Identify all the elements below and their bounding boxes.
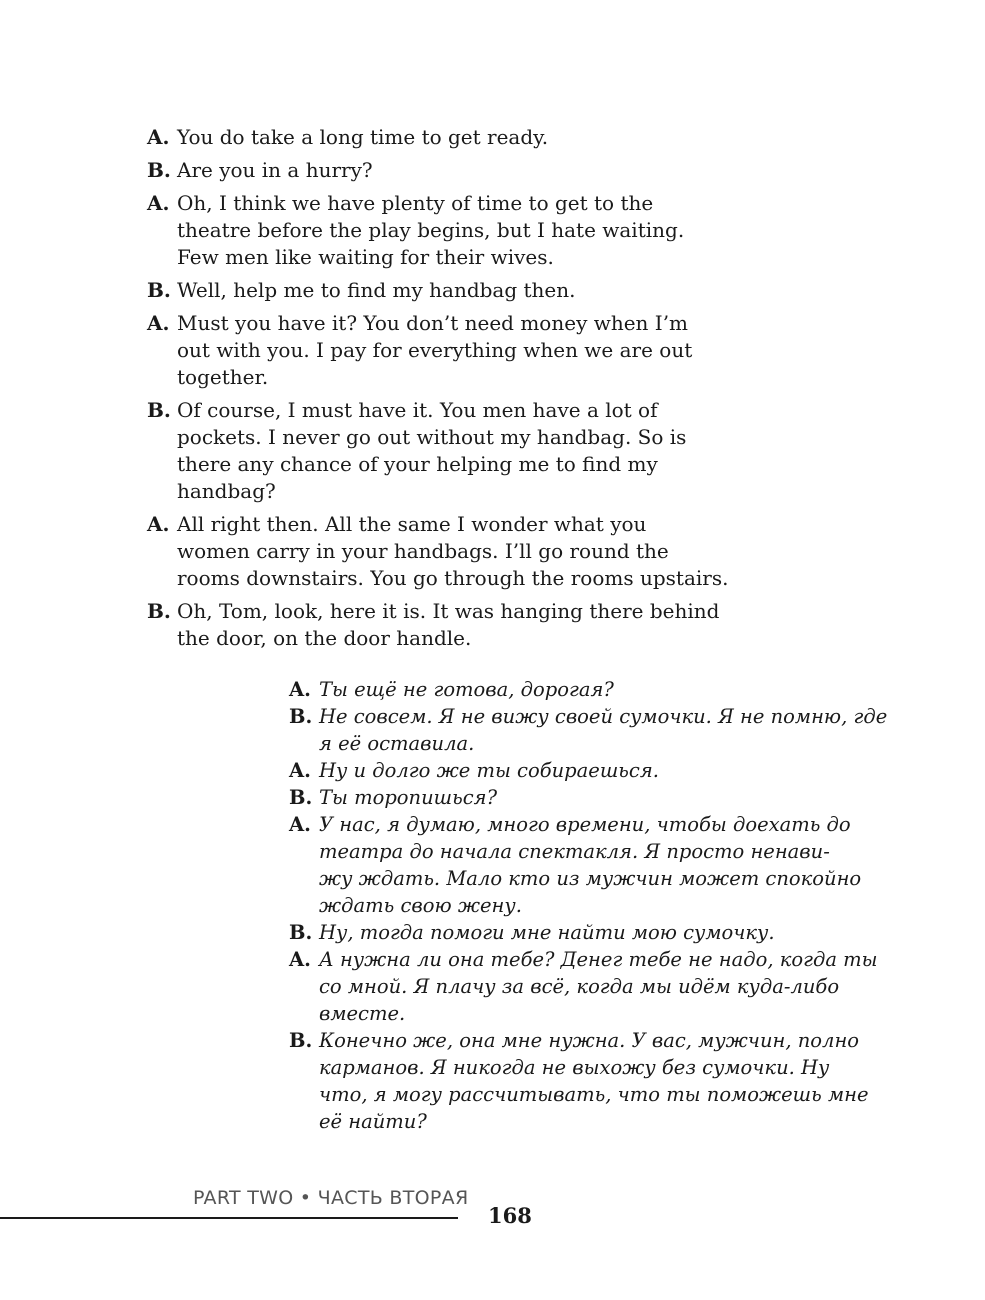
dialogue-text: Of course, I must have it. You men have a lot of pockets. I never go out without my handbag. So is there any chance of your helping me to find my handbag? — [177, 398, 687, 503]
dialogue-line — [147, 124, 767, 151]
dialogue-text: Ты торопишься? — [319, 786, 498, 809]
footer-divider — [0, 1217, 458, 1219]
speaker-label: A. — [147, 512, 170, 536]
dialogue-line — [147, 310, 767, 391]
dialogue-text: Oh, I think we have plenty of time to get to the theatre before the play begins, but I hate waiting. Few men like waiting for their wives. — [177, 191, 685, 269]
dialogue-text: Ну, тогда помоги мне найти мою сумочку. — [319, 921, 775, 944]
dialogue-line — [289, 811, 909, 919]
speaker-label: A. — [147, 125, 170, 149]
speaker-label: B. — [289, 921, 313, 944]
speaker-label: A. — [289, 678, 311, 701]
russian-dialogue — [289, 676, 909, 1135]
page-number: 168 — [488, 1203, 532, 1228]
speaker-label: B. — [289, 1029, 313, 1052]
speaker-label: B. — [289, 705, 313, 728]
dialogue-text: Are you in a hurry? — [177, 158, 373, 182]
dialogue-line — [289, 703, 909, 757]
speaker-label: A. — [289, 759, 311, 782]
dialogue-text: All right then. All the same I wonder what you women carry in your handbags. I’ll go round the rooms downstairs. You go through the rooms upstairs. — [177, 512, 729, 590]
dialogue-text: А нужна ли она тебе? Денег тебе не надо, когда ты со мной. Я плачу за всё, когда мы идём куда-либо вместе. — [319, 948, 878, 1025]
dialogue-line — [147, 277, 767, 304]
speaker-label: B. — [289, 786, 313, 809]
dialogue-line — [147, 397, 767, 505]
dialogue-text: Must you have it? You don’t need money when I’m out with you. I pay for everything when we are out together. — [177, 311, 693, 389]
dialogue-text: Well, help me to find my handbag then. — [177, 278, 576, 302]
dialogue-text: Ну и долго же ты собираешься. — [319, 759, 659, 782]
dialogue-text: Не совсем. Я не вижу своей сумочки. Я не помню, где я её оставила. — [319, 705, 888, 755]
dialogue-text: You do take a long time to get ready. — [177, 125, 549, 149]
speaker-label: B. — [147, 158, 171, 182]
dialogue-line — [289, 757, 909, 784]
speaker-label: A. — [289, 948, 311, 971]
dialogue-line — [147, 157, 767, 184]
dialogue-text: Oh, Tom, look, here it is. It was hanging there behind the door, on the door handle. — [177, 599, 720, 650]
speaker-label: B. — [147, 599, 171, 623]
dialogue-line — [289, 676, 909, 703]
dialogue-line — [289, 946, 909, 1027]
dialogue-line — [147, 190, 767, 271]
speaker-label: B. — [147, 278, 171, 302]
footer-section-label: PART TWO • ЧАСТЬ ВТОРАЯ — [193, 1187, 469, 1209]
dialogue-text: Ты ещё не готова, дорогая? — [319, 678, 614, 701]
dialogue-text: У нас, я думаю, много времени, чтобы доехать до театра до начала спектакля. Я просто ненави- жу ждать. Мало кто из мужчин может спокойно ждать свою жену. — [319, 813, 862, 917]
speaker-label: B. — [147, 398, 171, 422]
dialogue-line — [147, 598, 767, 652]
english-dialogue — [147, 124, 767, 658]
dialogue-line — [289, 1027, 909, 1135]
speaker-label: A. — [147, 191, 170, 215]
dialogue-line — [289, 784, 909, 811]
dialogue-text: Конечно же, она мне нужна. У вас, мужчин, полно карманов. Я никогда не выхожу без сумочки. Ну что, я могу рассчитывать, что ты поможешь мне её найти? — [319, 1029, 869, 1133]
speaker-label: A. — [147, 311, 170, 335]
dialogue-line — [289, 919, 909, 946]
dialogue-line — [147, 511, 767, 592]
speaker-label: A. — [289, 813, 311, 836]
